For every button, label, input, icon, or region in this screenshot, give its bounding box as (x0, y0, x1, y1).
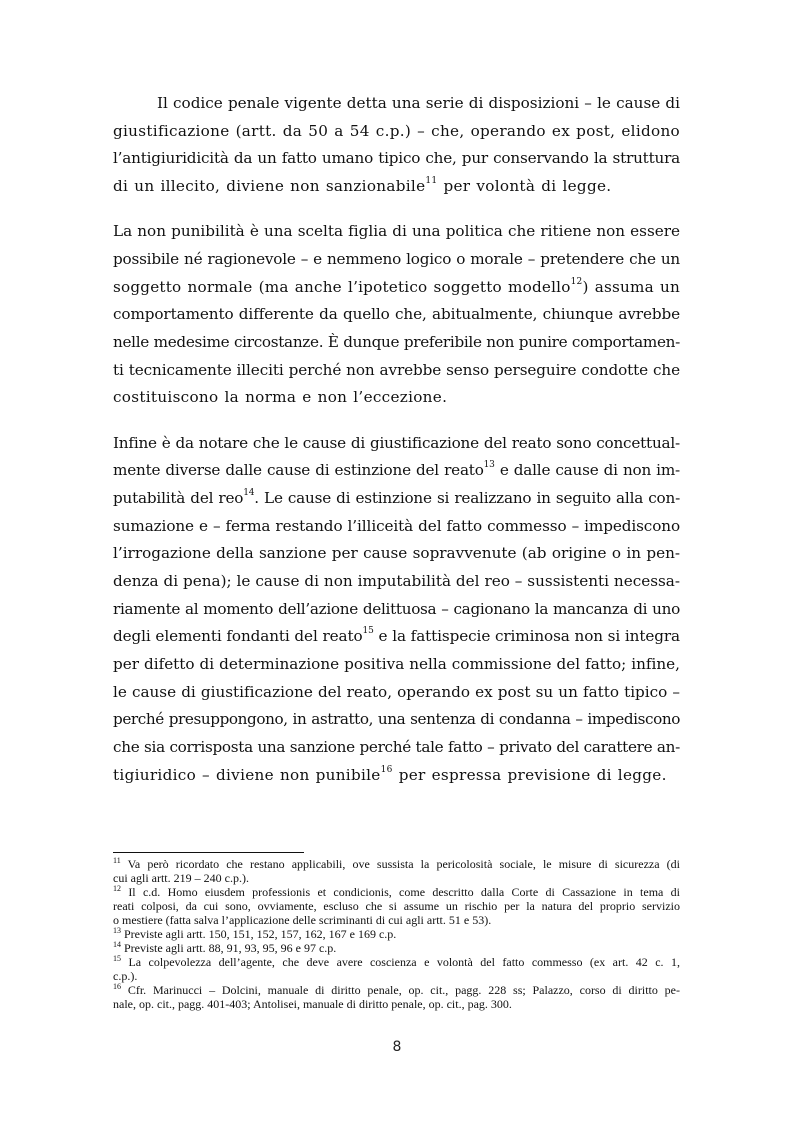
footnote-number: 16 (113, 982, 121, 991)
paragraph-line (113, 301, 680, 329)
footnote-text: Cfr. Marinucci – Dolcini, manuale di diritto penale, op. cit., pagg. 228 ss; Palazzo, corso di diritto pe- (127, 983, 681, 997)
line-text: possibile né ragionevole – e nemmeno logico o morale – pretendere che un (113, 249, 680, 268)
paragraph-line (113, 513, 680, 541)
footnote-text: cui agli artt. 219 – 240 c.p.). (113, 871, 249, 885)
line-text-continuation: e la fattispecie criminosa non si integra (373, 627, 680, 646)
paragraph-line (113, 90, 680, 118)
line-text: l’irrogazione della sanzione per cause sopravvenute (ab origine o in pen- (113, 544, 680, 563)
footnote-line (113, 871, 680, 885)
footnote-number: 15 (113, 954, 121, 963)
paragraph-line (113, 357, 680, 385)
line-text: Il codice penale vigente detta una serie di disposizioni – le cause di (157, 94, 680, 112)
line-text: perché presuppongono, in astratto, una sentenza di condanna – impediscono (113, 710, 680, 729)
line-text: giustificazione (artt. da 50 a 54 c.p.) – che, operando ex post, elidono (113, 121, 680, 140)
line-text: putabilità del reo (113, 488, 244, 507)
footnote (113, 941, 680, 955)
footnote-text: Il c.d. Homo eiusdem professionis et condicionis, come descritto dalla Corte di Cassazione in tema di (128, 885, 681, 899)
paragraph-line (113, 651, 680, 679)
paragraph-line (113, 706, 680, 734)
footnote-text: reati colposi, da cui sono, ovviamente, escluso che si assume un rischio per la natura del proprio servizio (113, 899, 680, 913)
paragraph-line (113, 145, 680, 173)
footnote-line (113, 983, 680, 997)
line-text: di un illecito, diviene non sanzionabile (113, 177, 426, 196)
paragraph-line (113, 384, 680, 412)
line-text: Infine è da notare che le cause di giustificazione del reato sono concettual- (113, 433, 680, 452)
paragraph-line (113, 679, 680, 707)
footnote-list (113, 857, 680, 1011)
footnote-line (113, 885, 680, 899)
paragraph-line (113, 274, 680, 302)
paragraph (113, 218, 680, 412)
footnote-text: nale, op. cit., pagg. 401-403; Antolisei, manuale di diritto penale, op. cit., pag. 300. (113, 997, 512, 1011)
line-text: La non punibilità è una scelta figlia di una politica che ritiene non essere (113, 222, 680, 241)
footnote-reference[interactable]: 13 (483, 460, 495, 471)
paragraph-line (113, 430, 680, 458)
footnote-line (113, 955, 680, 969)
footnote-line (113, 969, 680, 983)
paragraph-line (113, 329, 680, 357)
paragraph-line (113, 218, 680, 246)
footnote-text: La colpevolezza dell’agente, che deve avere coscienza e volontà del fatto commesso (ex art. 42 c. 1, (128, 955, 681, 969)
line-text: mente diverse dalle cause di estinzione del reato (113, 461, 484, 480)
line-text: costituiscono la norma e non l’eccezione. (113, 388, 448, 407)
footnote-text: c.p.). (113, 969, 138, 983)
line-text: ti tecnicamente illeciti perché non avrebbe senso perseguire condotte che (113, 360, 680, 379)
line-text: nelle medesime circostanze. È dunque preferibile non punire comportamen- (113, 333, 680, 351)
line-text: l’antigiuridicità da un fatto umano tipico che, pur conservando la struttura (113, 149, 680, 168)
line-text: per difetto di determinazione positiva nella commissione del fatto; infine, (113, 655, 680, 674)
line-text-continuation: e dalle cause di non im- (494, 461, 680, 480)
line-text-continuation: per volontà di legge. (437, 177, 612, 196)
footnote-line (113, 857, 680, 871)
footnote-reference[interactable]: 14 (243, 487, 255, 498)
footnote-number: 13 (113, 926, 121, 935)
paragraph (113, 430, 680, 790)
line-text: sumazione e – ferma restando l’illiceità del fatto commesso – impediscono (113, 516, 680, 535)
footnote-line (113, 913, 680, 927)
line-text-continuation: . Le cause di estinzione si realizzano in seguito alla con- (254, 488, 680, 507)
paragraph-line (113, 734, 680, 762)
footnote (113, 983, 680, 1011)
body-text (113, 90, 680, 807)
paragraph-line (113, 596, 680, 624)
paragraph-line (113, 540, 680, 568)
footnote-number: 12 (113, 884, 121, 893)
footnote-number: 14 (113, 940, 121, 949)
paragraph-line (113, 457, 680, 485)
footnote-line (113, 927, 680, 941)
line-text: riamente al momento dell’azione delittuosa – cagionano la mancanza di uno (113, 599, 680, 618)
page-number: 8 (392, 1039, 402, 1055)
paragraph-line (113, 568, 680, 596)
footnote (113, 955, 680, 983)
footnote-reference[interactable]: 16 (380, 764, 393, 775)
line-text: le cause di giustificazione del reato, operando ex post su un fatto tipico – (113, 682, 680, 701)
paragraph-line (113, 246, 680, 274)
line-text: degli elementi fondanti del reato (113, 627, 363, 646)
paragraph-line (113, 623, 680, 651)
paragraph-line (113, 118, 680, 146)
line-text-continuation: ) assuma un (582, 277, 680, 296)
paragraph-line (113, 762, 680, 790)
footnotes-section (113, 852, 680, 1011)
paragraph-line (113, 173, 680, 201)
line-text: tigiuridico – diviene non punibile (113, 765, 381, 784)
footnote-line (113, 941, 680, 955)
footnote-text: Va però ricordato che restano applicabili, ove sussista la pericolosità sociale, le misure di sicurezza (di (127, 857, 680, 871)
footnote-text: Previste agli artt. 88, 91, 93, 95, 96 e 97 c.p. (124, 941, 337, 955)
line-text: soggetto normale (ma anche l’ipotetico soggetto modello (113, 277, 571, 296)
footnote-line (113, 899, 680, 913)
footnote (113, 927, 680, 941)
footnote (113, 885, 680, 927)
footnote-line (113, 997, 680, 1011)
footnote-number: 11 (113, 856, 121, 865)
footnote-reference[interactable]: 15 (362, 626, 374, 637)
line-text-continuation: per espressa previsione di legge. (392, 765, 667, 784)
line-text: che sia corrisposta una sanzione perché tale fatto – privato del carattere an- (113, 738, 680, 757)
paragraph-line (113, 485, 680, 513)
footnote-reference[interactable]: 12 (570, 276, 583, 287)
footnote-text: o mestiere (fatta salva l’applicazione delle scriminanti di cui agli artt. 51 e 53). (113, 913, 492, 927)
footnote-reference[interactable]: 11 (425, 176, 438, 186)
line-text: comportamento differente da quello che, abitualmente, chiunque avrebbe (113, 305, 680, 324)
line-text: denza di pena); le cause di non imputabilità del reo – sussistenti necessa- (113, 572, 680, 590)
footnote (113, 857, 680, 885)
paragraph (113, 90, 680, 201)
footnote-text: Previste agli artt. 150, 151, 152, 157, 162, 167 e 169 c.p. (124, 927, 397, 941)
footnote-separator (113, 852, 304, 853)
